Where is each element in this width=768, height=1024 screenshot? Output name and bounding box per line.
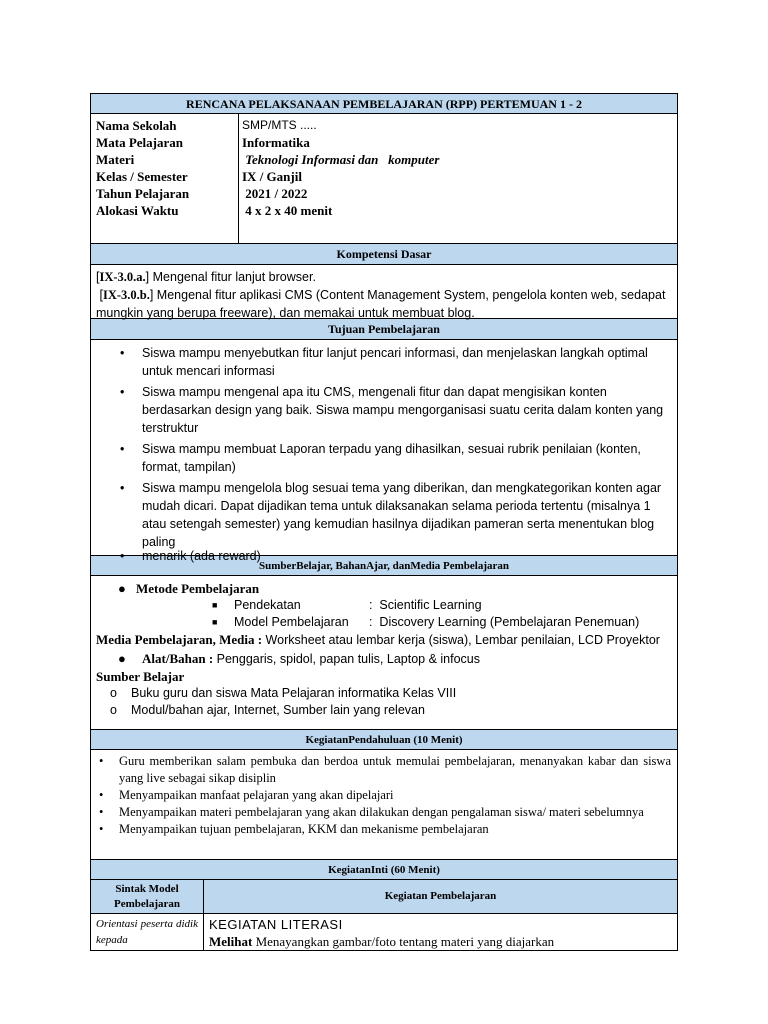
list-item: • Siswa mampu menyebutkan fitur lanjut pencari informasi, dan menjelaskan langkah optimal untuk mencari informasi [120, 346, 648, 378]
bullet-icon: ● [118, 581, 126, 596]
label-nama-sekolah: Nama Sekolah [96, 118, 177, 133]
sumber-header: SumberBelajar, BahanAjar, danMedia Pembelajaran [91, 556, 677, 576]
tujuan-header: Tujuan Pembelajaran [91, 319, 677, 340]
pendahuluan-content [91, 750, 677, 860]
sumber-content [91, 576, 677, 730]
value-nama-sekolah: SMP/MTS ..... [242, 118, 317, 132]
value-mata-pelajaran: Informatika [242, 135, 310, 150]
bullet-icon: • [120, 481, 125, 495]
list-item: • Siswa mampu mengenal apa itu CMS, mengenali fitur dan dapat mengisikan konten berdasarkan design yang baik. Siswa mampu mengorganisasi suatu cerita dalam konten yang terstruktur [120, 385, 664, 435]
table-row [91, 914, 677, 950]
label-kelas-semester: Kelas / Semester [96, 169, 188, 184]
identitas-values [239, 114, 677, 243]
sintak-cell: Orientasi peserta didik kepada [91, 914, 204, 950]
bullet-icon: • [99, 805, 104, 819]
alat-label: Alat/Bahan : [142, 651, 214, 666]
bullet-icon: • [120, 385, 125, 399]
list-item: • Guru memberikan salam pembuka dan berdoa untuk memulai pembelajaran, menanyakan kabar dan siswa yang live sebagai sikap disiplin [99, 754, 671, 785]
list-item: • menarik (ada reward) [120, 549, 261, 563]
kd2-code: IX-3.0.b. [102, 288, 150, 302]
identitas-labels [91, 114, 239, 243]
circle-bullet-icon: o [110, 686, 117, 700]
kegiatan-literasi-title: KEGIATAN LITERASI [209, 917, 343, 932]
media-value: Worksheet atau lembar kerja (siswa), Lembar penilaian, LCD Proyektor [262, 633, 660, 647]
bullet-icon: • [120, 549, 125, 563]
pendekatan-row: ■ Pendekatan : Scientific Learning [212, 598, 482, 612]
alat-row [96, 650, 672, 668]
circle-bullet-icon: o [110, 703, 117, 717]
rpp-document [90, 93, 678, 951]
square-bullet-icon: ■ [212, 617, 218, 627]
tujuan-list [91, 340, 677, 563]
kd1-code: IX-3.0.a. [99, 270, 146, 284]
label-alokasi-waktu: Alokasi Waktu [96, 203, 179, 218]
document-title: RENCANA PELAKSANAAN PEMBELAJARAN (RPP) PERTEMUAN 1 - 2 [91, 94, 677, 114]
list-item: • Siswa mampu membuat Laporan terpadu yang dihasilkan, sesuai rubrik penilaian (konten, format, tampilan) [120, 442, 641, 474]
value-materi: Teknologi Informasi dan komputer [242, 152, 440, 167]
bullet-icon: • [99, 788, 104, 802]
model-row: ■ Model Pembelajaran : Discovery Learning (Pembelajaran Penemuan) [212, 615, 640, 629]
value-alokasi-waktu: 4 x 2 x 40 menit [242, 203, 333, 218]
label-materi: Materi [96, 152, 135, 167]
tujuan-content [91, 340, 677, 563]
sintak-column-header: Sintak Model Pembelajaran [91, 880, 204, 913]
list-item: • Siswa mampu mengelola blog sesuai tema yang diberikan, dan mengkategorikan konten agar mudah dicari. Dapat dijadikan tema untuk dilaksanakan selama perioda tertentu (misalnya 1 atau setengah semester) yang kemudian hasilnya dijadikan pameran serta menentukan blog paling [120, 481, 662, 549]
kd1-text: Mengenal fitur lanjut browser. [149, 270, 316, 284]
label-mata-pelajaran: Mata Pelajaran [96, 135, 184, 150]
list-item: • Menyampaikan manfaat pelajaran yang akan dipelajari [99, 788, 394, 802]
bullet-icon: • [120, 442, 125, 456]
kegiatan-cell [204, 914, 677, 950]
kd2-text: Mengenal fitur aplikasi CMS (Content Management System, pengelola konten web, sedapat mungkin yang berupa freeware), dan memakai untuk membuat blog. [96, 288, 666, 320]
list-item: • Menyampaikan tujuan pembelajaran, KKM dan mekanisme pembelajaran [99, 822, 489, 836]
sumber-belajar-label: Sumber Belajar [96, 669, 185, 684]
pendekatan-value: Scientific Learning [379, 598, 482, 612]
model-label: Model Pembelajaran [234, 615, 349, 629]
model-value: Discovery Learning (Pembelajaran Penemuan) [379, 615, 640, 629]
square-bullet-icon: ■ [212, 600, 218, 610]
melihat-text: Menayangkan gambar/foto tentang materi yang diajarkan [252, 934, 555, 949]
pendekatan-label: Pendekatan [234, 598, 301, 612]
value-tahun-pelajaran: 2021 / 2022 [242, 186, 308, 201]
kompetensi-dasar-content [91, 265, 677, 319]
pendahuluan-header: KegiatanPendahuluan (10 Menit) [91, 730, 677, 750]
kd-item-2: [IX-3.0.b.] Mengenal fitur aplikasi CMS (Content Management System, pengelola konten web, sedapat mungkin yang berupa freeware), dan memakai untuk membuat blog. [96, 288, 666, 320]
inti-table-header [91, 880, 677, 914]
kd-item-1: [IX-3.0.a.] Mengenal fitur lanjut browser. [96, 270, 316, 284]
identitas-table [91, 114, 677, 244]
alat-value: Penggaris, spidol, papan tulis, Laptop & infocus [213, 652, 480, 666]
label-tahun-pelajaran: Tahun Pelajaran [96, 186, 190, 201]
list-item: • Menyampaikan materi pembelajaran yang akan dilakukan dengan pengalaman siswa/ materi sebelumnya [99, 805, 644, 819]
bullet-icon: • [99, 822, 104, 836]
kegiatan-column-header: Kegiatan Pembelajaran [384, 890, 497, 902]
inti-header: KegiatanInti (60 Menit) [91, 860, 677, 880]
bullet-icon: ● [118, 651, 126, 666]
media-row [96, 631, 672, 649]
bullet-icon: • [120, 346, 125, 360]
list-item: o Buku guru dan siswa Mata Pelajaran informatika Kelas VIII [110, 686, 457, 700]
metode-row: ● Metode Pembelajaran [118, 581, 260, 596]
list-item: o Modul/bahan ajar, Internet, Sumber lain yang relevan [110, 703, 425, 717]
media-label: Media Pembelajaran, Media : [96, 632, 263, 647]
bullet-icon: • [99, 754, 104, 768]
kompetensi-dasar-header: Kompetensi Dasar [91, 244, 677, 265]
value-kelas-semester: IX / Ganjil [242, 169, 302, 184]
melihat-label: Melihat [209, 934, 253, 949]
kegiatan-line [209, 933, 672, 950]
